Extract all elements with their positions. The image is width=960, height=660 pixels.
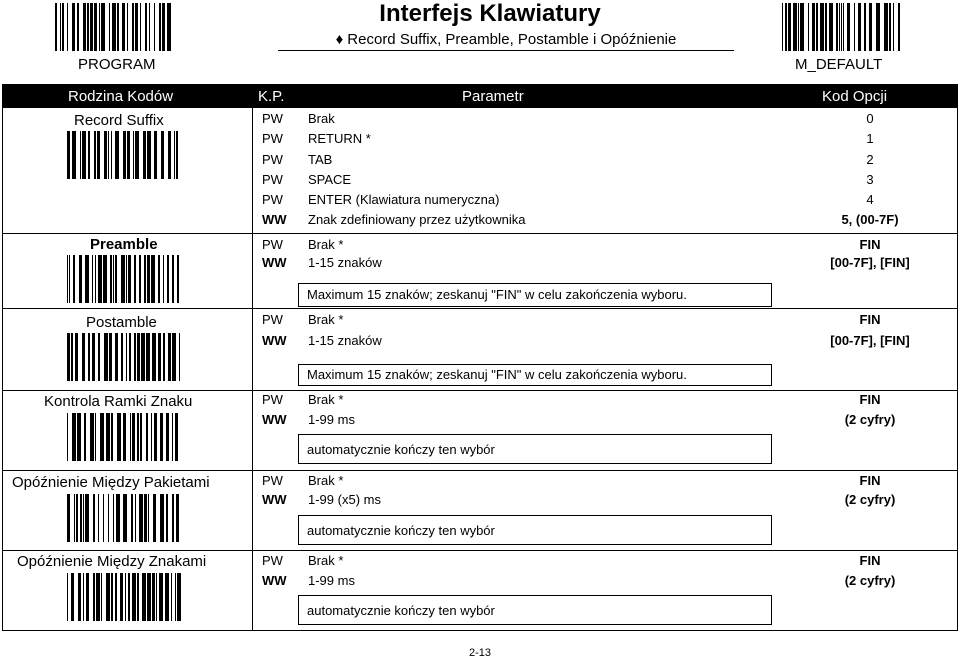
param-text: Brak * <box>308 237 344 252</box>
param-text: SPACE <box>308 172 352 187</box>
record-suffix-barcode[interactable] <box>67 131 181 179</box>
option-code: [00-7F], [FIN] <box>830 255 910 270</box>
packet-delay-barcode[interactable] <box>67 494 181 542</box>
option-code: FIN <box>859 553 881 568</box>
frame-control-barcode[interactable] <box>67 413 181 461</box>
char-delay-note: automatycznie kończy ten wybór <box>298 595 772 625</box>
option-code: 3 <box>866 172 874 187</box>
header-family: Rodzina Kodów <box>68 88 174 105</box>
kp-code: WW <box>262 573 287 588</box>
packet-delay-note: automatycznie kończy ten wybór <box>298 515 772 545</box>
param-text: Brak * <box>308 392 344 407</box>
kp-code: PW <box>262 192 283 207</box>
kp-code: WW <box>262 492 287 507</box>
kp-code: PW <box>262 392 283 407</box>
page-subtitle: ♦ Record Suffix, Preamble, Postamble i Opóźnienie <box>278 31 734 51</box>
param-text: Brak * <box>308 312 344 327</box>
postamble-note: Maximum 15 znaków; zeskanuj "FIN" w celu zakończenia wyboru. <box>298 364 772 386</box>
kp-code: PW <box>262 131 283 146</box>
option-code: FIN <box>859 392 881 407</box>
kp-code: PW <box>262 473 283 488</box>
kp-code: WW <box>262 412 287 427</box>
param-text: 1-15 znaków <box>308 255 382 270</box>
option-code: [00-7F], [FIN] <box>830 333 910 348</box>
table-header <box>2 84 958 108</box>
m-default-barcode[interactable] <box>782 3 900 51</box>
kp-code: WW <box>262 212 287 227</box>
kp-code: PW <box>262 152 283 167</box>
option-code: (2 cyfry) <box>844 492 896 507</box>
kp-code: PW <box>262 111 283 126</box>
page-title: Interfejs Klawiatury <box>379 0 601 27</box>
frame-control-note: automatycznie kończy ten wybór <box>298 434 772 464</box>
kp-code: PW <box>262 312 283 327</box>
option-code: FIN <box>859 473 881 488</box>
program-barcode[interactable] <box>55 3 173 51</box>
param-text: 1-99 ms <box>308 412 355 427</box>
option-code: FIN <box>859 237 881 252</box>
postamble-barcode[interactable] <box>67 333 181 381</box>
kp-code: PW <box>262 553 283 568</box>
option-code: FIN <box>859 312 881 327</box>
preamble-note: Maximum 15 znaków; zeskanuj "FIN" w celu zakończenia wyboru. <box>298 283 772 307</box>
header-kp: K.P. <box>258 88 285 105</box>
param-text: 1-15 znaków <box>308 333 382 348</box>
section-packet-delay: Opóźnienie Między Pakietami <box>12 474 210 491</box>
option-code: 2 <box>866 152 874 167</box>
option-code: 5, (00-7F) <box>841 212 899 227</box>
option-code: 0 <box>866 111 874 126</box>
option-code: (2 cyfry) <box>844 412 896 427</box>
param-text: Brak * <box>308 473 344 488</box>
kp-code: WW <box>262 255 287 270</box>
param-text: Brak <box>308 111 335 126</box>
param-text: ENTER (Klawiatura numeryczna) <box>308 192 500 207</box>
program-label: PROGRAM <box>78 56 156 73</box>
option-code: (2 cyfry) <box>844 573 896 588</box>
kp-code: PW <box>262 172 283 187</box>
section-char-delay: Opóźnienie Między Znakami <box>17 553 207 570</box>
char-delay-barcode[interactable] <box>67 573 181 621</box>
param-text: Znak zdefiniowany przez użytkownika <box>308 212 526 227</box>
page-number: 2-13 <box>468 647 492 659</box>
section-frame-control: Kontrola Ramki Znaku <box>44 393 193 410</box>
section-preamble: Preamble <box>90 236 158 253</box>
param-text: TAB <box>308 152 333 167</box>
m-default-label: M_DEFAULT <box>795 56 883 73</box>
param-text: 1-99 ms <box>308 573 355 588</box>
param-text: Brak * <box>308 553 344 568</box>
section-postamble: Postamble <box>86 314 157 331</box>
kp-code: PW <box>262 237 283 252</box>
option-code: 4 <box>866 192 874 207</box>
preamble-barcode[interactable] <box>67 255 181 303</box>
option-code: 1 <box>866 131 874 146</box>
header-param: Parametr <box>462 88 524 105</box>
param-text: RETURN * <box>308 131 371 146</box>
diamond-bullet-icon: ♦ <box>335 31 344 48</box>
kp-code: WW <box>262 333 287 348</box>
header-opt: Kod Opcji <box>822 88 888 105</box>
param-text: 1-99 (x5) ms <box>308 492 381 507</box>
section-record-suffix: Record Suffix <box>74 112 164 129</box>
